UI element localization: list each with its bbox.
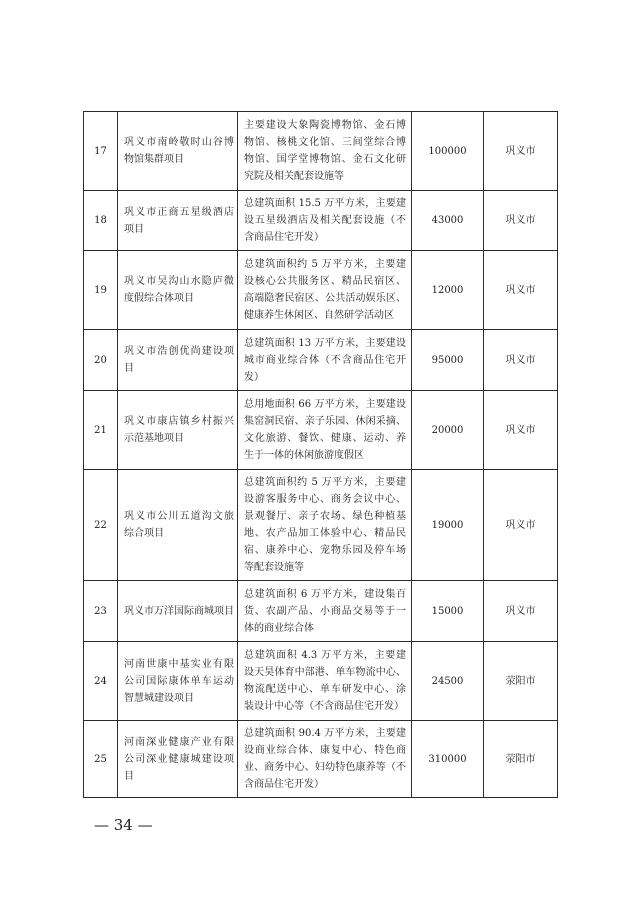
project-name-line: 巩义市正商五星级酒店 (124, 206, 234, 218)
project-content-line: 总建筑面积 90.4 万平方米，主要建 (244, 728, 406, 739)
row-number-cell: 20 (84, 330, 118, 391)
project-content-line: 含商品住宅开发） (244, 779, 324, 790)
project-content-cell (238, 642, 412, 721)
project-name-line: 项目 (124, 223, 144, 235)
project-name-cell (118, 581, 238, 642)
project-name-line: 公司深业健康城建设项 (124, 753, 234, 765)
location-cell: 巩义市 (484, 112, 558, 191)
project-content-line: 总建筑面积 13 万平方米，主要建设 (244, 337, 406, 349)
project-content-line: 生于一体的休闲旅游度假区 (244, 450, 364, 461)
project-name-line: 巩义市吴沟山水隐庐微 (124, 276, 234, 287)
project-name-line: 示范基地项目 (124, 433, 184, 444)
project-name-cell (118, 330, 238, 391)
row-number-cell: 24 (84, 642, 118, 721)
project-content-cell (238, 112, 412, 191)
row-number-cell: 21 (84, 391, 118, 470)
project-content-line: 总建筑面积 6 万平方米，建设集百 (244, 588, 406, 600)
location-cell: 巩义市 (484, 330, 558, 391)
investment-amount-cell: 43000 (412, 191, 484, 251)
project-name-line: 公司国际康体单车运动 (124, 675, 234, 687)
project-content-line: 等配套设施等 (244, 562, 304, 573)
project-content-line: 设核心公共服务区、精品民宿区、 (244, 276, 406, 287)
project-content-line: 设游客服务中心、商务会议中心、 (244, 494, 406, 505)
page-number: — 34 — (94, 816, 153, 834)
project-content-line: 总建筑面积 4.3 万平方米，主要建 (244, 650, 406, 661)
project-name-cell (118, 112, 238, 191)
location-cell: 荥阳市 (484, 721, 558, 798)
location-cell: 巩义市 (484, 251, 558, 330)
investment-amount-cell: 100000 (412, 112, 484, 191)
project-content-line: 总建筑面积 15.5 万平方米，主要建 (244, 198, 406, 209)
investment-amount-cell: 20000 (412, 391, 484, 470)
project-content-cell (238, 721, 412, 798)
project-name-line: 物馆集群项目 (124, 154, 184, 165)
project-name-line: 综合项目 (124, 528, 164, 539)
project-name-cell (118, 251, 238, 330)
row-number-cell: 19 (84, 251, 118, 330)
project-name-cell (118, 721, 238, 798)
project-content-cell (238, 330, 412, 391)
project-name-line: 河南深业健康产业有限 (124, 736, 234, 748)
project-content-line: 景观餐厅、亲子农场、绿色种植基 (244, 511, 406, 522)
project-name-line: 巩义市南岭敬时山谷博 (124, 137, 234, 148)
project-content-line: 设天昊体育中部港、单车物流中心、 (244, 667, 406, 678)
project-name-cell (118, 191, 238, 251)
project-content-line: 体的商业综合体 (244, 622, 314, 634)
investment-amount-cell: 15000 (412, 581, 484, 642)
location-cell: 巩义市 (484, 581, 558, 642)
project-content-line: 究院及相关配套设施等 (244, 171, 344, 182)
location-cell: 巩义市 (484, 191, 558, 251)
project-content-line: 健康养生休闲区、自然研学活动区 (244, 310, 394, 321)
project-content-line: 物馆、国学堂博物馆、金石文化研 (244, 154, 406, 165)
row-number-cell: 17 (84, 112, 118, 191)
project-name-line: 巩义市公川五道沟文旅 (124, 511, 234, 522)
project-content-line: 含商品住宅开发） (244, 232, 324, 243)
table-row (84, 470, 558, 581)
project-content-line: 主要建设大象陶瓷博物馆、金石博 (244, 120, 406, 131)
investment-amount-cell: 12000 (412, 251, 484, 330)
project-name-line: 巩义市万洋国际商城项目 (124, 605, 234, 617)
project-content-cell (238, 581, 412, 642)
projects-table (83, 111, 558, 798)
investment-amount-cell: 24500 (412, 642, 484, 721)
project-name-cell (118, 642, 238, 721)
project-name-cell (118, 391, 238, 470)
projects-table-body (84, 112, 558, 798)
row-number-cell: 22 (84, 470, 118, 581)
table-row (84, 581, 558, 642)
table-row (84, 721, 558, 798)
project-content-line: 宿、康养中心、宠物乐园及停车场 (244, 545, 406, 556)
project-content-cell (238, 191, 412, 251)
table-row (84, 391, 558, 470)
project-content-line: 总用地面积 66 万平方米，主要建设 (244, 399, 406, 410)
project-content-line: 总建筑面积约 5 万平方米，主要建 (244, 259, 406, 270)
project-name-line: 度假综合体项目 (124, 293, 194, 304)
project-content-line: 发） (244, 371, 264, 383)
project-content-line: 业、商务中心、妇幼特色康养等（不 (244, 762, 406, 773)
project-content-cell (238, 391, 412, 470)
investment-amount-cell: 95000 (412, 330, 484, 391)
project-name-line: 目 (124, 363, 134, 374)
project-content-line: 设商业综合体、康复中心、特色商 (244, 745, 406, 756)
location-cell: 巩义市 (484, 470, 558, 581)
project-name-cell (118, 470, 238, 581)
row-number-cell: 23 (84, 581, 118, 642)
project-content-line: 装设计中心等（不含商品住宅开发） (244, 701, 404, 712)
project-content-line: 物流配送中心、单车研发中心、涂 (244, 684, 406, 695)
table-row (84, 251, 558, 330)
location-cell: 荥阳市 (484, 642, 558, 721)
project-name-line: 目 (124, 770, 134, 782)
investment-amount-cell: 310000 (412, 721, 484, 798)
location-cell: 巩义市 (484, 391, 558, 470)
project-content-line: 文化旅游、餐饮、健康、运动、养 (244, 433, 406, 444)
project-content-line: 集窑洞民宿、亲子乐园、休闲采摘、 (244, 416, 406, 427)
project-name-line: 巩义市康店镇乡村振兴 (124, 416, 234, 427)
project-content-cell (238, 470, 412, 581)
row-number-cell: 25 (84, 721, 118, 798)
table-row (84, 112, 558, 191)
project-content-line: 城市商业综合体（不含商品住宅开 (244, 354, 406, 366)
project-content-line: 总建筑面积约 5 万平方米，主要建 (244, 477, 406, 488)
project-content-line: 货、农副产品、小商品交易等于一 (244, 605, 406, 617)
project-content-line: 设五星级酒店及相关配套设施（不 (244, 215, 406, 226)
project-content-line: 地、农产品加工体验中心、精品民 (244, 528, 406, 539)
table-row (84, 330, 558, 391)
project-name-line: 智慧城建设项目 (124, 692, 194, 704)
project-content-line: 高端隐奢民宿区、公共活动娱乐区、 (244, 293, 406, 304)
table-row (84, 191, 558, 251)
project-name-line: 巩义市浩创优尚建设项 (124, 346, 234, 357)
table-row (84, 642, 558, 721)
row-number-cell: 18 (84, 191, 118, 251)
project-content-cell (238, 251, 412, 330)
project-name-line: 河南世康中基实业有限 (124, 658, 234, 670)
investment-amount-cell: 19000 (412, 470, 484, 581)
project-content-line: 物馆、核桃文化馆、三间堂综合博 (244, 137, 406, 148)
